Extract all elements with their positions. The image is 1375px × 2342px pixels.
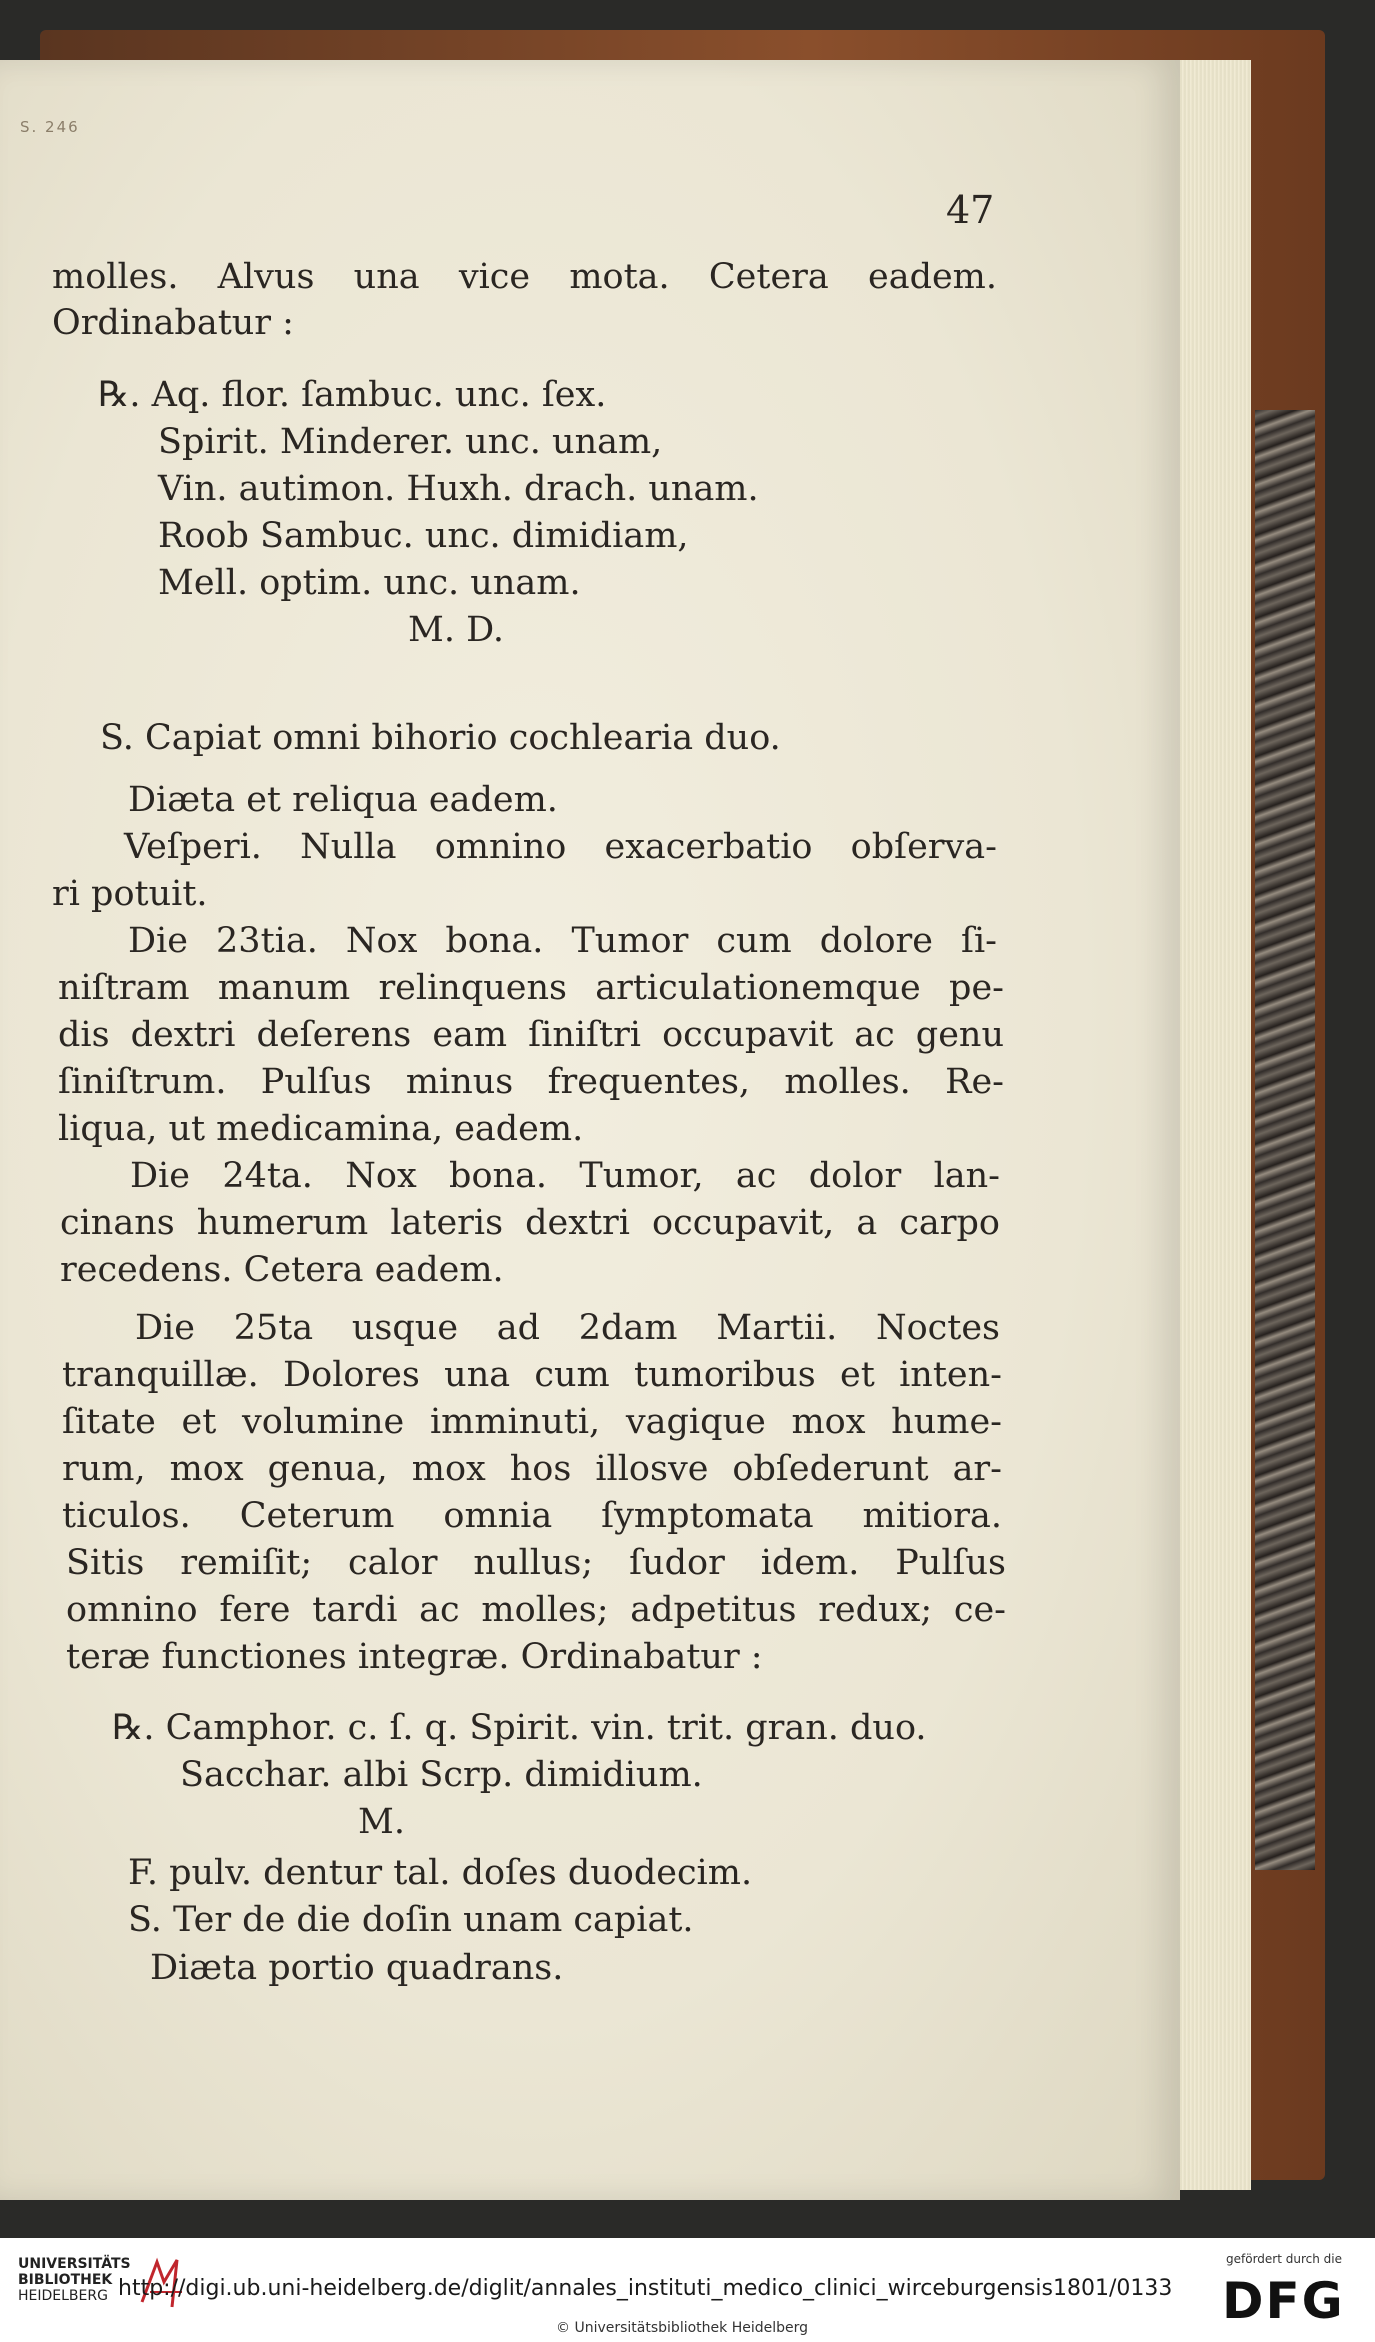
logo-line: HEIDELBERG — [18, 2288, 108, 2304]
text-line: dis dextri deſerens eam ſiniſtri occupavit ac genu — [58, 1015, 1004, 1055]
book-page — [0, 60, 1180, 2200]
footer-bar — [0, 2238, 1375, 2342]
text-line: ticulos. Ceterum omnia ſymptomata mitiora. — [62, 1496, 1002, 1536]
text-line: ſitate et volumine imminuti, vagique mox hume- — [62, 1402, 1002, 1442]
dfg-caption: gefördert durch die — [1226, 2252, 1342, 2266]
page-text — [0, 60, 1180, 2200]
text-line: tranquillæ. Dolores una cum tumoribus et inten- — [62, 1355, 1002, 1395]
text-line: Mell. optim. unc. unam. — [158, 563, 581, 603]
text-line: rum, mox genua, mox hos illosve obſederunt ar- — [62, 1449, 1002, 1489]
text-line: M. D. — [408, 610, 505, 650]
page-number: 47 — [946, 188, 995, 232]
dfg-logo: DFG — [1222, 2272, 1345, 2330]
text-line: ℞. Aq. flor. ſambuc. unc. ſex. — [98, 375, 607, 415]
page-edges — [1170, 60, 1251, 2190]
text-line: M. — [358, 1802, 405, 1842]
text-line: Diæta et reliqua eadem. — [128, 780, 558, 820]
text-line: S. Ter de die doſin unam capiat. — [128, 1900, 694, 1940]
text-line: omnino fere tardi ac molles; adpetitus redux; ce- — [66, 1590, 1006, 1630]
text-line: Die 23tia. Nox bona. Tumor cum dolore ſi- — [128, 921, 997, 961]
text-line: Sitis remiſit; calor nullus; ſudor idem. Pulſus — [66, 1543, 1006, 1583]
marbled-edge — [1255, 410, 1315, 1870]
text-line: Diæta portio quadrans. — [150, 1948, 564, 1988]
text-line: Ordinabatur : — [52, 303, 294, 343]
logo-line: BIBLIOTHEK — [18, 2272, 113, 2288]
text-line: recedens. Cetera eadem. — [60, 1250, 504, 1290]
text-line: ſiniſtrum. Pulſus minus frequentes, molles. Re- — [58, 1062, 1004, 1102]
text-line: Die 25ta usque ad 2dam Martii. Noctes — [135, 1308, 1000, 1348]
text-line: Die 24ta. Nox bona. Tumor, ac dolor lan- — [130, 1156, 1000, 1196]
logo-line: UNIVERSITÄTS — [18, 2256, 131, 2272]
text-line: molles. Alvus una vice mota. Cetera eadem. — [52, 257, 997, 297]
copyright-notice: © Universitätsbibliothek Heidelberg — [556, 2320, 809, 2336]
top-label: S. 246 — [20, 118, 80, 136]
text-line: Veſperi. Nulla omnino exacerbatio obſerva- — [124, 827, 997, 867]
text-line: liqua, ut medicamina, eadem. — [58, 1109, 584, 1149]
document-url-link[interactable]: http://digi.ub.uni-heidelberg.de/diglit/annales_instituti_medico_clinici_wirceburgensis1801/0133 — [118, 2276, 1173, 2301]
text-line: S. Capiat omni bihorio cochlearia duo. — [100, 718, 781, 758]
text-line: Sacchar. albi Scrp. dimidium. — [180, 1755, 703, 1795]
text-line: Spirit. Minderer. unc. unam, — [158, 422, 663, 462]
text-line: cinans humerum lateris dextri occupavit, a carpo — [60, 1203, 1000, 1243]
text-line: F. pulv. dentur tal. doſes duodecim. — [128, 1853, 753, 1893]
text-line: ri potuit. — [52, 874, 208, 914]
text-line: teræ functiones integræ. Ordinabatur : — [66, 1637, 763, 1677]
text-line: ℞. Camphor. c. ſ. q. Spirit. vin. trit. gran. duo. — [112, 1708, 927, 1748]
text-line: Roob Sambuc. unc. dimidiam, — [158, 516, 689, 556]
text-line: Vin. autimon. Huxh. drach. unam. — [158, 469, 759, 509]
text-line: niſtram manum relinquens articulationemque pe- — [58, 968, 1004, 1008]
university-logo — [18, 2256, 131, 2304]
